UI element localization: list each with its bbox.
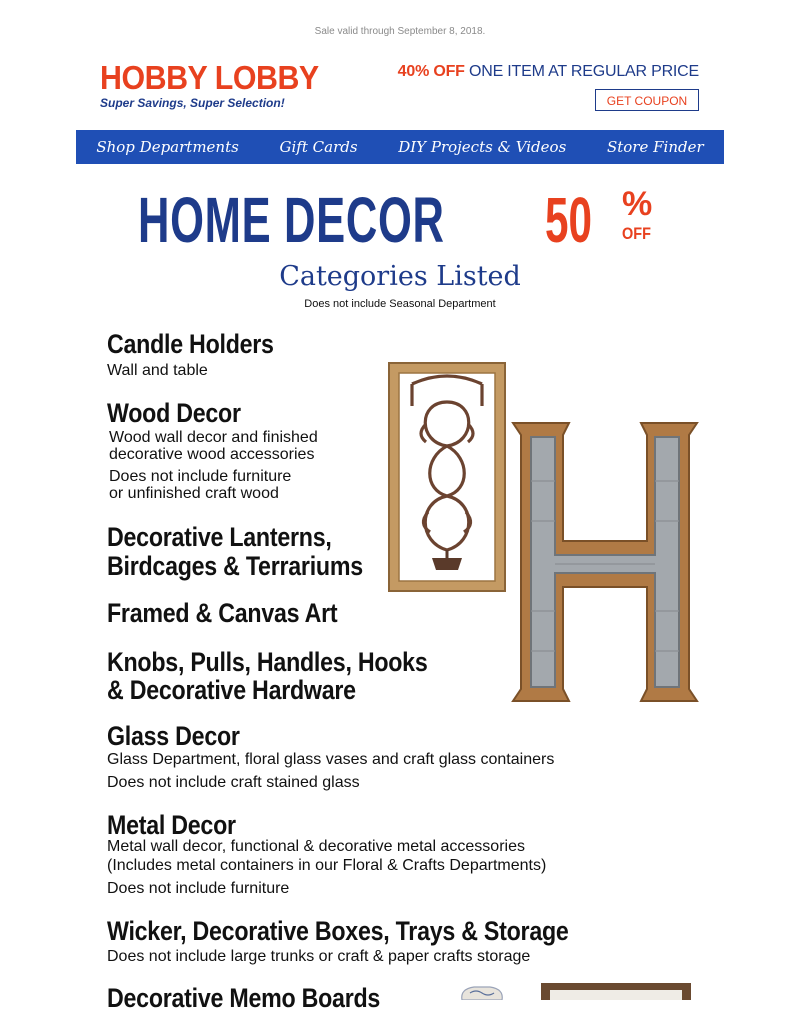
category-title-birdcages[interactable]: Birdcages & Terrariums xyxy=(107,551,363,581)
hero-percent-value: 50 xyxy=(545,184,592,256)
nav-diy-projects[interactable]: DIY Projects & Videos xyxy=(398,138,567,156)
vase-image[interactable] xyxy=(452,985,512,1000)
hobby-lobby-logo[interactable] xyxy=(100,60,370,110)
sale-validity-note: Sale valid through September 8, 2018. xyxy=(314,26,486,37)
coupon-promo xyxy=(398,63,699,111)
category-title-candle-holders[interactable]: Candle Holders xyxy=(107,329,274,359)
category-desc: Does not include furniture xyxy=(109,468,292,485)
main-nav-bar xyxy=(76,130,724,164)
category-desc: Does not include furniture xyxy=(107,880,290,897)
hero-banner xyxy=(0,180,800,260)
hero-off-label: OFF xyxy=(622,224,651,243)
category-desc: (Includes metal containers in our Floral & Crafts Departments) xyxy=(107,857,547,874)
category-desc: decorative wood accessories xyxy=(109,446,315,463)
framed-board-image[interactable] xyxy=(540,982,692,1000)
hero-title: HOME DECOR xyxy=(138,184,445,256)
category-title-framed-art[interactable]: Framed & Canvas Art xyxy=(107,598,338,628)
promo-description: ONE ITEM AT REGULAR PRICE xyxy=(468,63,699,80)
category-desc: or unfinished craft wood xyxy=(109,485,279,502)
category-desc: Does not include craft stained glass xyxy=(107,774,360,791)
galvanized-letter-h-image[interactable] xyxy=(511,421,699,703)
nav-gift-cards[interactable]: Gift Cards xyxy=(279,138,358,156)
category-title-lanterns[interactable]: Decorative Lanterns, xyxy=(107,522,332,552)
category-title-wicker-storage[interactable]: Wicker, Decorative Boxes, Trays & Storage xyxy=(107,916,569,946)
logo-wordmark: HOBBY LOBBY xyxy=(100,59,319,96)
category-title-wood-decor[interactable]: Wood Decor xyxy=(107,398,241,428)
category-title-glass-decor[interactable]: Glass Decor xyxy=(107,721,240,751)
categories-subtitle: Categories Listed xyxy=(279,261,521,292)
category-desc: Wood wall decor and finished xyxy=(109,429,318,446)
category-title-hardware[interactable]: & Decorative Hardware xyxy=(107,675,356,705)
logo-tagline: Super Savings, Super Selection! xyxy=(100,96,285,110)
hero-percent-sign: % xyxy=(622,185,653,223)
nav-shop-departments[interactable]: Shop Departments xyxy=(96,138,239,156)
promo-discount: 40% OFF xyxy=(397,63,465,80)
category-desc: Wall and table xyxy=(107,362,208,379)
category-desc: Metal wall decor, functional & decorative metal accessories xyxy=(107,838,525,855)
category-desc: Does not include large trunks or craft & paper crafts storage xyxy=(107,948,531,965)
category-title-memo-boards[interactable]: Decorative Memo Boards xyxy=(107,983,381,1013)
category-title-knobs[interactable]: Knobs, Pulls, Handles, Hooks xyxy=(107,647,428,677)
category-desc: Glass Department, floral glass vases and craft glass containers xyxy=(107,751,555,768)
category-title-metal-decor[interactable]: Metal Decor xyxy=(107,810,236,840)
promo-text xyxy=(398,63,699,81)
get-coupon-button[interactable]: GET COUPON xyxy=(595,89,699,111)
scroll-iron-wall-decor-image[interactable] xyxy=(388,362,506,592)
nav-store-finder[interactable]: Store Finder xyxy=(606,138,704,156)
seasonal-exclusion-note: Does not include Seasonal Department xyxy=(304,298,496,310)
